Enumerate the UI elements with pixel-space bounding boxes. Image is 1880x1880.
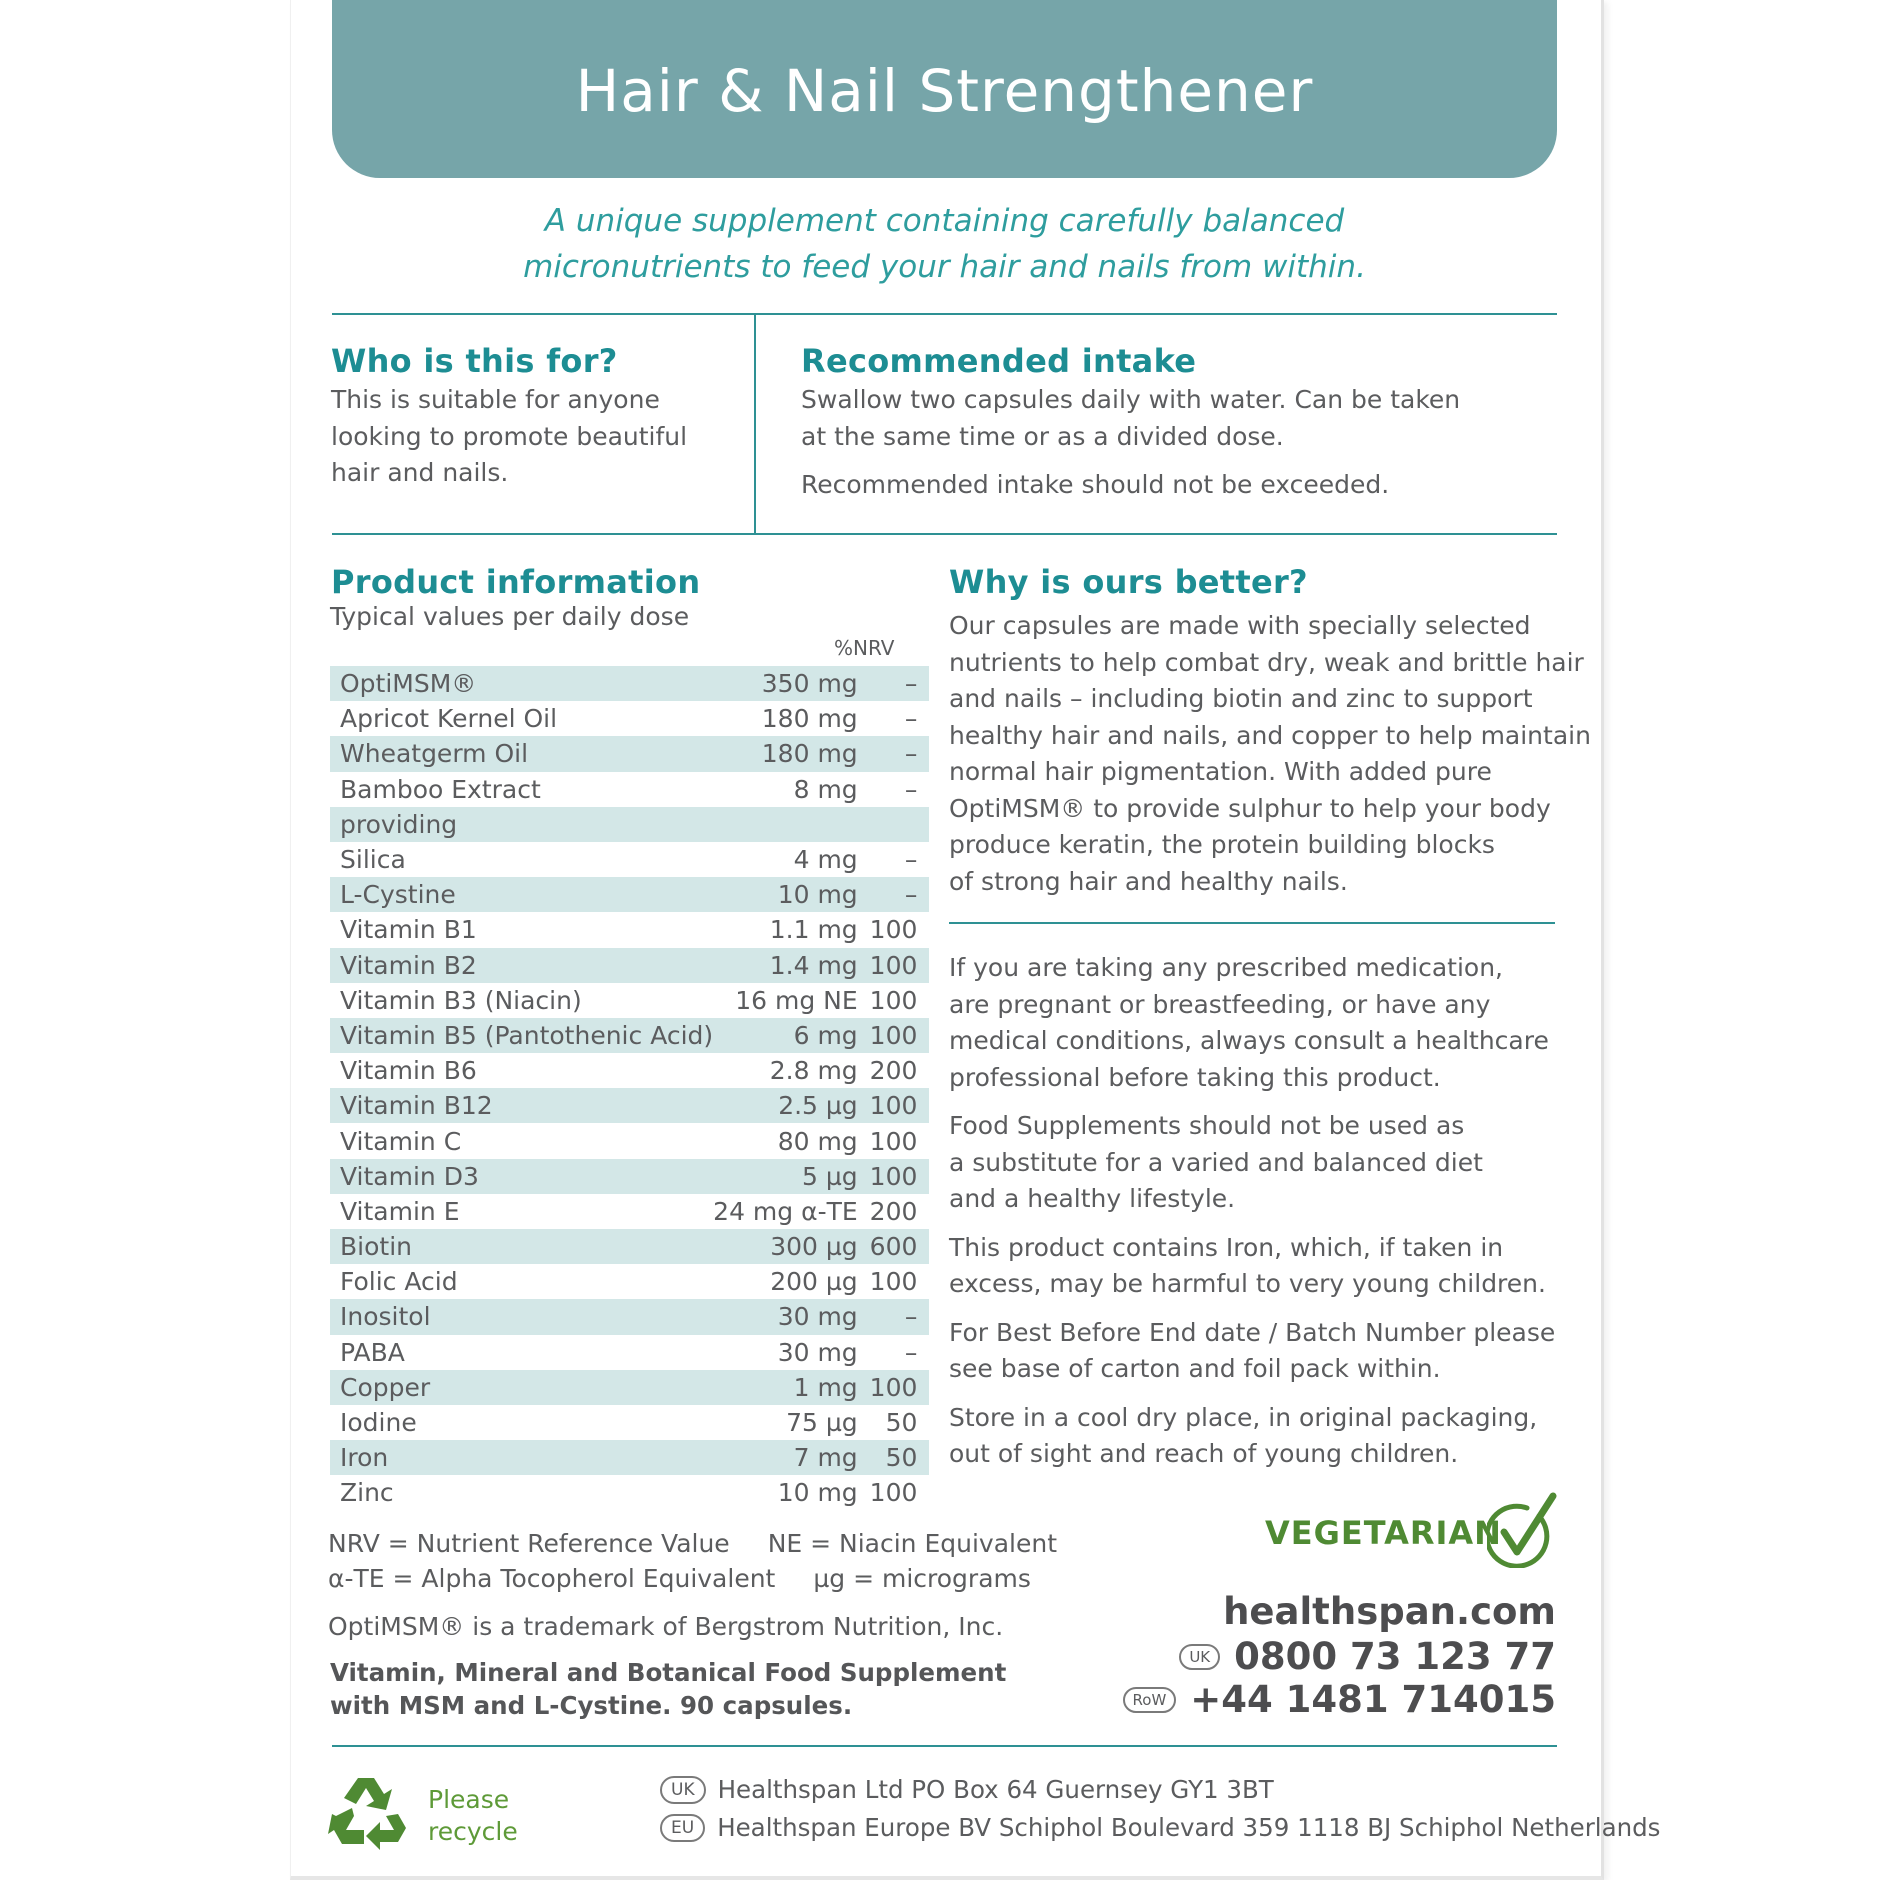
who-line-3: hair and nails. bbox=[331, 458, 509, 487]
nutrient-row bbox=[330, 1370, 929, 1405]
legend-ate: α-TE = Alpha Tocopherol Equivalent bbox=[328, 1564, 776, 1593]
nutrient-amount: 2.8 mg bbox=[769, 1056, 858, 1086]
nutrient-name: Bamboo Extract bbox=[340, 774, 541, 804]
nrv-column-header: %NRV bbox=[834, 636, 895, 660]
nutrient-amount: 2.5 µg bbox=[713, 1088, 870, 1123]
warning-line: a substitute for a varied and balanced diet bbox=[949, 1147, 1483, 1177]
nutrient-amount bbox=[713, 807, 870, 842]
nutrient-nrv: – bbox=[904, 704, 918, 734]
nutrient-name: PABA bbox=[340, 1337, 405, 1367]
who-line-1: This is suitable for anyone bbox=[331, 385, 660, 414]
nutrient-nrv: 100 bbox=[869, 1267, 918, 1297]
warning-line: professional before taking this product. bbox=[949, 1062, 1441, 1092]
description-line-2: with MSM and L-Cystine. 90 capsules. bbox=[330, 1691, 853, 1720]
nutrient-name: Vitamin B1 bbox=[340, 915, 477, 945]
nutrient-nrv bbox=[870, 807, 930, 842]
better-line: and nails – including biotin and zinc to support bbox=[949, 684, 1533, 713]
nutrient-amount: 7 mg bbox=[713, 1440, 870, 1475]
product-title: Hair & Nail Strengthener bbox=[575, 57, 1314, 125]
divider-bottom bbox=[332, 1745, 1557, 1747]
nutrient-name: Vitamin B2 bbox=[330, 948, 713, 983]
nutrient-amount: 6 mg bbox=[713, 1018, 870, 1053]
nutrient-name: Iron bbox=[330, 1440, 713, 1475]
nutrient-row bbox=[330, 666, 929, 701]
product-heading-wrap bbox=[331, 563, 700, 601]
nutrient-amount: 4 mg bbox=[793, 845, 858, 875]
warning-paragraph bbox=[949, 1108, 1555, 1218]
nutrient-amount: 30 mg bbox=[713, 1299, 870, 1334]
nutrient-amount: 10 mg bbox=[713, 877, 870, 912]
nutrient-amount: 1.1 mg bbox=[769, 915, 858, 945]
nutrient-name: Vitamin E bbox=[340, 1196, 460, 1226]
nutrient-name: Vitamin B5 (Pantothenic Acid) bbox=[330, 1018, 713, 1053]
nutrient-name: Vitamin B3 (Niacin) bbox=[340, 985, 582, 1015]
warning-paragraph bbox=[949, 950, 1555, 1096]
divider-top bbox=[332, 313, 1557, 315]
tagline-line-1: A unique supplement containing carefully balanced bbox=[544, 203, 1345, 239]
nutrient-row bbox=[330, 1194, 929, 1229]
nutrient-amount: 1.4 mg bbox=[713, 948, 870, 983]
better-line: nutrients to help combat dry, weak and brittle hair bbox=[949, 647, 1584, 677]
nutrient-row bbox=[330, 877, 929, 912]
nutrient-name: Vitamin C bbox=[340, 1126, 462, 1156]
nutrient-name: Copper bbox=[330, 1370, 713, 1405]
who-heading: Who is this for? bbox=[331, 342, 618, 380]
nutrient-amount: 10 mg bbox=[777, 1478, 858, 1508]
nutrient-nrv: 100 bbox=[869, 985, 918, 1015]
nutrient-nrv: 100 bbox=[869, 915, 918, 945]
warning-line: out of sight and reach of young children. bbox=[949, 1439, 1459, 1468]
who-line-2: looking to promote beautiful bbox=[331, 421, 688, 451]
nutrient-nrv: – bbox=[904, 1337, 918, 1367]
tagline bbox=[332, 198, 1557, 290]
uk-tag: UK bbox=[1179, 1644, 1220, 1670]
nutrient-row bbox=[330, 1123, 929, 1158]
warning-line: excess, may be harmful to very young children. bbox=[949, 1269, 1546, 1298]
nutrient-name: providing bbox=[330, 807, 713, 842]
nutrient-nrv: 100 bbox=[870, 1088, 930, 1123]
description-line-1: Vitamin, Mineral and Botanical Food Supplement bbox=[330, 1658, 1007, 1687]
intake-line-1: Swallow two capsules daily with water. Can be taken bbox=[801, 385, 1461, 414]
nutrient-amount: 180 mg bbox=[713, 736, 870, 771]
nutrient-nrv: 50 bbox=[885, 1408, 918, 1438]
nutrient-row bbox=[330, 1018, 929, 1053]
recycle-label bbox=[428, 1784, 518, 1848]
nutrient-amount: 1 mg bbox=[713, 1370, 870, 1405]
better-text bbox=[949, 608, 1591, 900]
nutrient-name: Apricot Kernel Oil bbox=[340, 704, 558, 734]
nutrient-nrv: 200 bbox=[869, 1196, 918, 1226]
nutrient-row bbox=[330, 983, 929, 1018]
nutrient-name: Vitamin B12 bbox=[330, 1088, 713, 1123]
eu-address-tag: EU bbox=[660, 1814, 705, 1842]
nutrient-row bbox=[330, 1053, 929, 1088]
nutrient-row bbox=[330, 842, 929, 877]
nutrient-row bbox=[330, 1475, 929, 1510]
nutrient-amount: 8 mg bbox=[793, 774, 858, 804]
product-heading: Product information bbox=[331, 563, 701, 601]
warning-line: For Best Before End date / Batch Number please bbox=[949, 1317, 1556, 1347]
nutrient-amount: 200 µg bbox=[770, 1267, 858, 1297]
row-phone[interactable]: +44 1481 714015 bbox=[1190, 1678, 1556, 1721]
nutrient-nrv: 100 bbox=[870, 1159, 930, 1194]
nutrient-nrv: – bbox=[870, 1299, 930, 1334]
legend-row-2 bbox=[328, 1561, 1069, 1596]
nutrient-amount: 350 mg bbox=[713, 666, 870, 701]
uk-address-row bbox=[660, 1775, 1274, 1804]
nutrient-name: Silica bbox=[340, 845, 406, 875]
nutrient-amount: 80 mg bbox=[777, 1126, 858, 1156]
nutrient-row bbox=[330, 1159, 929, 1194]
nutrient-row bbox=[330, 1264, 929, 1299]
recycle-icon bbox=[328, 1772, 410, 1852]
better-line: of strong hair and healthy nails. bbox=[949, 866, 1348, 896]
warning-line: are pregnant or breastfeeding, or have any bbox=[949, 989, 1491, 1019]
nutrient-nrv: 100 bbox=[870, 1370, 930, 1405]
nutrient-row bbox=[330, 1229, 929, 1264]
nutrient-name: Iodine bbox=[340, 1408, 417, 1438]
divider-vertical bbox=[754, 315, 756, 533]
nutrient-amount: 30 mg bbox=[777, 1337, 858, 1367]
row-tag: RoW bbox=[1123, 1687, 1177, 1713]
nutrient-amount: 16 mg NE bbox=[735, 985, 858, 1015]
product-description bbox=[330, 1656, 1006, 1722]
warning-line: If you are taking any prescribed medication, bbox=[949, 953, 1503, 982]
warning-paragraph bbox=[949, 1400, 1555, 1473]
nutrient-name: L-Cystine bbox=[330, 877, 713, 912]
recycle-line-1: Please bbox=[428, 1785, 510, 1814]
nutrient-row bbox=[330, 1405, 929, 1440]
warning-line: Store in a cool dry place, in original packaging, bbox=[949, 1402, 1538, 1432]
warning-line: Food Supplements should not be used as bbox=[949, 1111, 1465, 1140]
check-circle-icon bbox=[1487, 1492, 1557, 1568]
nutrient-row bbox=[330, 1299, 929, 1334]
nutrient-nrv: – bbox=[870, 666, 930, 701]
legend-ug: µg = micrograms bbox=[813, 1564, 1031, 1593]
uk-phone[interactable]: 0800 73 123 77 bbox=[1234, 1635, 1556, 1678]
better-heading-wrap bbox=[949, 563, 1308, 601]
divider-right bbox=[949, 922, 1555, 924]
intake-text bbox=[801, 382, 1460, 504]
who-text bbox=[331, 382, 687, 492]
intake-section bbox=[801, 342, 1460, 504]
who-section bbox=[331, 342, 687, 492]
warnings-text bbox=[949, 950, 1555, 1473]
product-title-banner bbox=[332, 0, 1557, 178]
row-phone-row bbox=[1123, 1678, 1556, 1721]
better-heading: Why is ours better? bbox=[949, 563, 1308, 601]
nutrient-name: OptiMSM® bbox=[330, 666, 713, 701]
nutrient-row bbox=[330, 701, 929, 736]
nutrient-name: Biotin bbox=[330, 1229, 713, 1264]
intake-line-2: at the same time or as a divided dose. bbox=[801, 421, 1284, 451]
better-line: Our capsules are made with specially selected bbox=[949, 611, 1531, 640]
better-line: OptiMSM® to provide sulphur to help your body bbox=[949, 793, 1551, 823]
nutrient-nrv: – bbox=[904, 774, 918, 804]
nutrient-row bbox=[330, 772, 929, 807]
nutrient-row bbox=[330, 1335, 929, 1370]
recycle-line-2: recycle bbox=[428, 1817, 518, 1846]
nutrient-row bbox=[330, 1440, 929, 1475]
nutrient-row bbox=[330, 912, 929, 947]
nutrient-nrv: – bbox=[904, 845, 918, 875]
website[interactable]: healthspan.com bbox=[1223, 1590, 1556, 1633]
nutrient-nrv: – bbox=[870, 877, 930, 912]
eu-address: Healthspan Europe BV Schiphol Boulevard 359 1118 BJ Schiphol Netherlands bbox=[717, 1813, 1661, 1842]
nutrient-nrv: 100 bbox=[870, 1018, 930, 1053]
nutrient-nrv: 100 bbox=[869, 1126, 918, 1156]
better-line: produce keratin, the protein building blocks bbox=[949, 830, 1495, 859]
nutrient-nrv: – bbox=[870, 736, 930, 771]
nutrient-amount: 180 mg bbox=[761, 704, 858, 734]
intake-heading: Recommended intake bbox=[801, 342, 1197, 380]
trademark-note: OptiMSM® is a trademark of Bergstrom Nutrition, Inc. bbox=[328, 1612, 1004, 1641]
intake-line-3: Recommended intake should not be exceeded. bbox=[801, 470, 1390, 499]
nutrient-name: Wheatgerm Oil bbox=[330, 736, 713, 771]
uk-address-tag: UK bbox=[660, 1776, 706, 1804]
nutrient-row bbox=[330, 1088, 929, 1123]
nutrient-nrv: 200 bbox=[869, 1056, 918, 1086]
eu-address-row bbox=[660, 1813, 1660, 1842]
vegetarian-label: VEGETARIAN bbox=[1265, 1514, 1502, 1552]
warning-paragraph bbox=[949, 1315, 1555, 1388]
nutrient-name: Folic Acid bbox=[340, 1267, 458, 1297]
nutrient-amount: 300 µg bbox=[713, 1229, 870, 1264]
better-line: normal hair pigmentation. With added pure bbox=[949, 757, 1492, 786]
warning-line: and a healthy lifestyle. bbox=[949, 1184, 1236, 1213]
warning-line: This product contains Iron, which, if taken in bbox=[949, 1232, 1504, 1262]
tagline-line-2: micronutrients to feed your hair and nails from within. bbox=[523, 249, 1366, 285]
legend-ne: NE = Niacin Equivalent bbox=[767, 1529, 1058, 1558]
uk-address: Healthspan Ltd PO Box 64 Guernsey GY1 3BT bbox=[717, 1775, 1274, 1804]
nutrient-nrv: 600 bbox=[870, 1229, 930, 1264]
warning-line: see base of carton and foil pack within. bbox=[949, 1354, 1441, 1383]
nutrient-name: Inositol bbox=[330, 1299, 713, 1334]
legend-row-1 bbox=[328, 1526, 1095, 1561]
nutrient-row bbox=[330, 807, 929, 842]
better-line: healthy hair and nails, and copper to help maintain bbox=[949, 720, 1591, 750]
nutrient-name: Vitamin B6 bbox=[340, 1056, 477, 1086]
nutrient-amount: 5 µg bbox=[713, 1159, 870, 1194]
product-subheading: Typical values per daily dose bbox=[330, 602, 690, 631]
divider-middle bbox=[332, 533, 1557, 535]
nutrient-nrv: 100 bbox=[870, 948, 930, 983]
nutrient-row bbox=[330, 736, 929, 771]
legend-nrv: NRV = Nutrient Reference Value bbox=[328, 1529, 730, 1558]
nutrient-amount: 75 µg bbox=[786, 1408, 858, 1438]
uk-phone-row bbox=[1179, 1635, 1556, 1678]
nutrient-name: Vitamin D3 bbox=[330, 1159, 713, 1194]
nutrient-nrv: 100 bbox=[869, 1478, 918, 1508]
nutrient-table bbox=[330, 666, 929, 1511]
warning-line: medical conditions, always consult a healthcare bbox=[949, 1026, 1549, 1055]
nutrient-nrv: 50 bbox=[870, 1440, 930, 1475]
nutrient-row bbox=[330, 948, 929, 983]
warning-paragraph bbox=[949, 1230, 1555, 1303]
nutrient-amount: 24 mg α-TE bbox=[713, 1196, 858, 1226]
nutrient-name: Zinc bbox=[340, 1478, 394, 1508]
